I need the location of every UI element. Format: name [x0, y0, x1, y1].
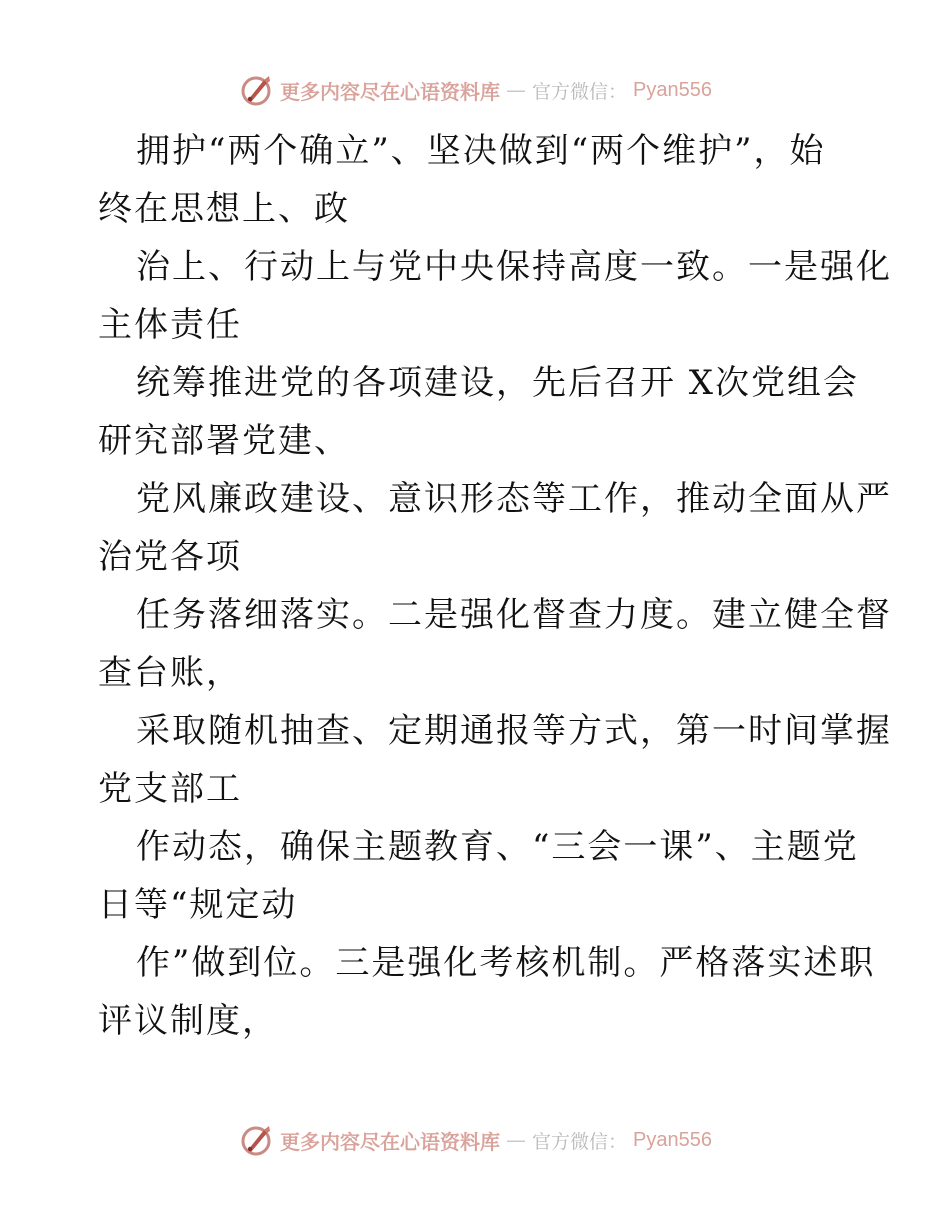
quill-pen-logo-icon: [238, 1122, 274, 1158]
text-line: 治上、行动上与党中央保持高度一致。一是强化: [136, 247, 892, 287]
text-line: 查台账，: [98, 653, 242, 693]
text-line: 评议制度，: [98, 1001, 278, 1041]
watermark-dash: —: [506, 1128, 526, 1152]
text-line: 采取随机抽查、定期通报等方式，第一时间掌握: [136, 711, 892, 751]
text-line: 任务落细落实。二是强化督查力度。建立健全督: [136, 595, 892, 635]
text-line: 统筹推进党的各项建设，先后召开 X次党组会: [136, 363, 860, 403]
watermark-brand: 更多内容尽在心语资料库: [280, 79, 500, 104]
text-line: 终在思想上、政: [98, 189, 350, 229]
watermark-brand: 更多内容尽在心语资料库: [280, 1129, 500, 1154]
text-line: 治党各项: [98, 537, 242, 577]
watermark-label: 官方微信：: [532, 80, 628, 103]
text-line: 党支部工: [98, 769, 242, 809]
watermark-label: 官方微信：: [532, 1130, 628, 1153]
header-watermark: [0, 70, 950, 110]
text-line: 日等“规定动: [98, 885, 298, 925]
quill-pen-logo-icon: [238, 72, 274, 108]
document-body: [98, 122, 892, 1050]
watermark-id: Pyan556: [633, 1128, 712, 1151]
watermark-dash: —: [506, 78, 526, 102]
text-line: 主体责任: [98, 305, 242, 345]
watermark-id: Pyan556: [633, 78, 712, 101]
text-line: 作”做到位。三是强化考核机制。严格落实述职: [136, 943, 876, 983]
text-line: 党风廉政建设、意识形态等工作，推动全面从严: [136, 479, 892, 519]
text-line: 拥护“两个确立”、坚决做到“两个维护”，始: [136, 131, 826, 171]
footer-watermark: [0, 1120, 950, 1160]
text-line: 研究部署党建、: [98, 421, 350, 461]
text-line: 作动态，确保主题教育、“三会一课”、主题党: [136, 827, 859, 867]
